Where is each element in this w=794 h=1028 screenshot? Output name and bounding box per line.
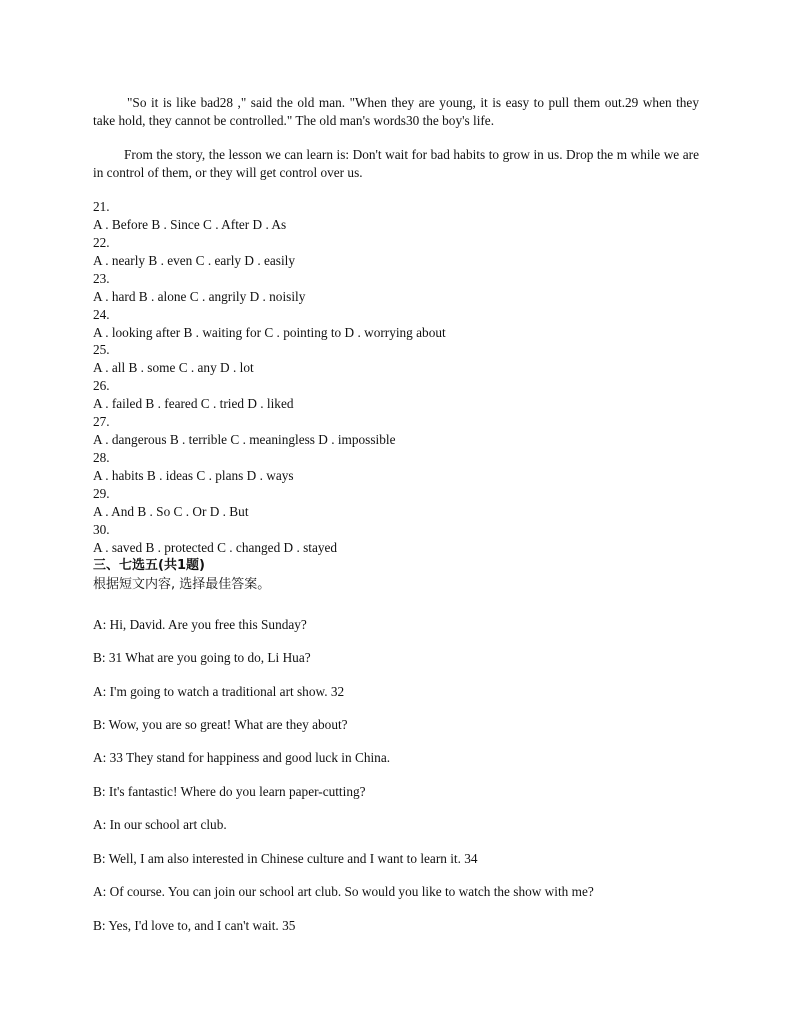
- question-options: A . dangerous B . terrible C . meaningless D . impossible: [93, 432, 396, 447]
- dialogue-line: B: Wow, you are so great! What are they about?: [93, 717, 348, 732]
- question-options: A . looking after B . waiting for C . pointing to D . worrying about: [93, 325, 446, 340]
- question-number: 29.: [93, 486, 110, 501]
- passage-paragraph-1: "So it is like bad28 ," said the old man. "When they are young, it is easy to pull them out.29 when they take hold, they cannot be controlled." The old man's words30 the boy's life.: [93, 95, 699, 128]
- question-options: A . all B . some C . any D . lot: [93, 360, 254, 375]
- dialogue-line: B: Well, I am also interested in Chinese culture and I want to learn it. 34: [93, 851, 478, 866]
- question-number: 23.: [93, 271, 110, 286]
- dialogue-line: B: It's fantastic! Where do you learn paper-cutting?: [93, 784, 366, 799]
- dialogue-line: A: 33 They stand for happiness and good luck in China.: [93, 750, 391, 765]
- section-instruction: 根据短文内容, 选择最佳答案。: [93, 577, 271, 592]
- section-heading: 三、七选五(共1题): [93, 558, 205, 573]
- question-options: A . habits B . ideas C . plans D . ways: [93, 468, 294, 483]
- question-options: A . saved B . protected C . changed D . stayed: [93, 540, 338, 555]
- question-number: 27.: [93, 414, 110, 429]
- question-number: 30.: [93, 522, 110, 537]
- dialogue-line: A: Of course. You can join our school art club. So would you like to watch the show with me?: [93, 884, 594, 899]
- question-options: A . hard B . alone C . angrily D . noisily: [93, 289, 306, 304]
- dialogue-line: B: Yes, I'd love to, and I can't wait. 35: [93, 918, 296, 933]
- dialogue-line: A: In our school art club.: [93, 817, 227, 832]
- passage-paragraph-2: From the story, the lesson we can learn is: Don't wait for bad habits to grow in us. Drop the m while we are in control of them, or they will get control over us.: [93, 147, 699, 180]
- dialogue-line: A: I'm going to watch a traditional art show. 32: [93, 684, 345, 699]
- question-number: 24.: [93, 307, 110, 322]
- question-number: 22.: [93, 235, 110, 250]
- question-options: A . failed B . feared C . tried D . liked: [93, 396, 294, 411]
- dialogue-line: B: 31 What are you going to do, Li Hua?: [93, 650, 311, 665]
- question-number: 25.: [93, 342, 110, 357]
- question-number: 21.: [93, 199, 110, 214]
- question-number: 26.: [93, 378, 110, 393]
- question-number: 28.: [93, 450, 110, 465]
- question-options: A . nearly B . even C . early D . easily: [93, 253, 295, 268]
- question-options: A . And B . So C . Or D . But: [93, 504, 249, 519]
- question-options: A . Before B . Since C . After D . As: [93, 217, 287, 232]
- dialogue-line: A: Hi, David. Are you free this Sunday?: [93, 617, 307, 632]
